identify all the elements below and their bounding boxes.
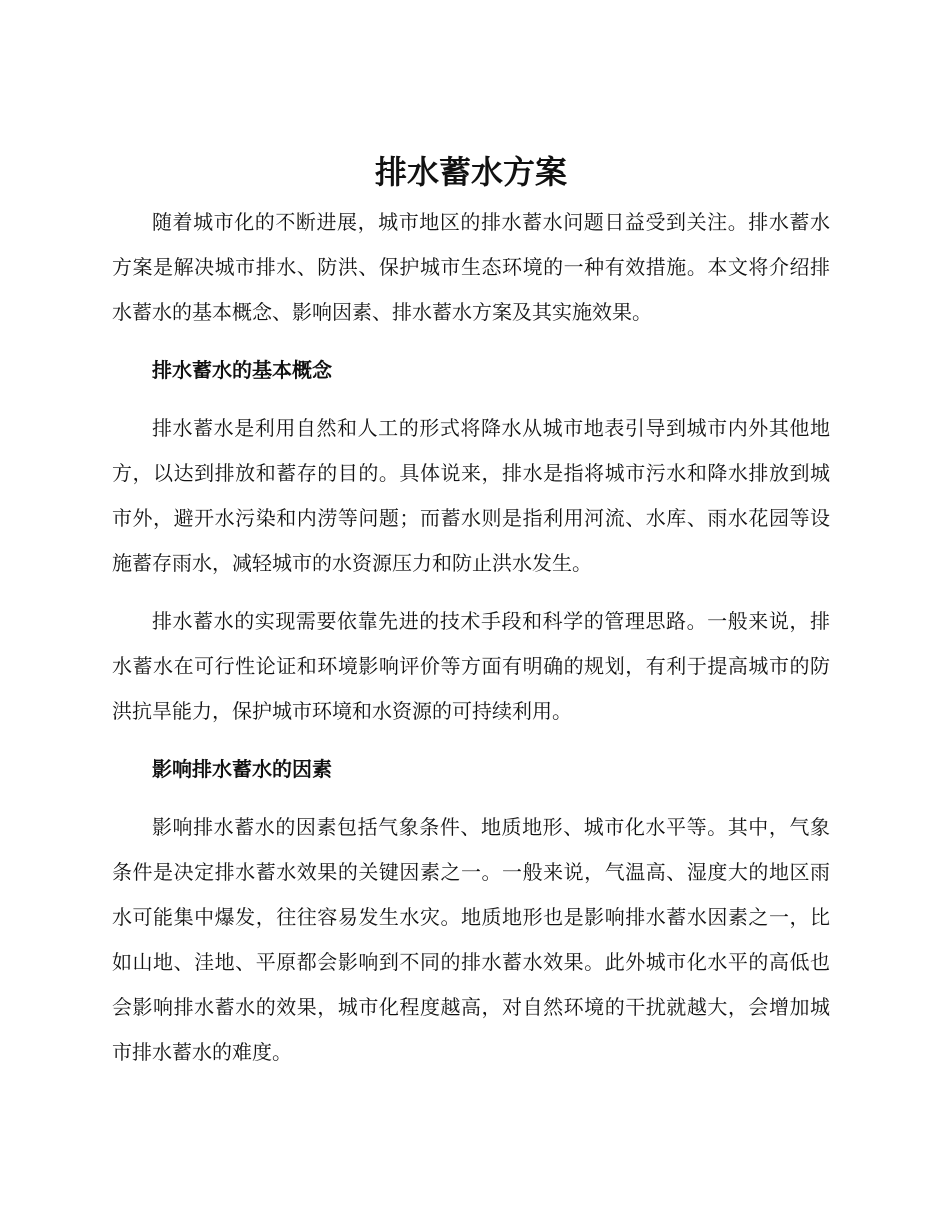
document-title: 排水蓄水方案 (374, 153, 567, 191)
document-body (112, 146, 830, 1075)
intro-paragraph: 随着城市化的不断进展，城市地区的排水蓄水问题日益受到关注。排水蓄水方案是解决城市排水、防洪、保护城市生态环境的一种有效措施。本文将介绍排水蓄水的基本概念、影响因素、排水蓄水方案及其实施效果。 (112, 210, 830, 324)
body-paragraph: 排水蓄水的实现需要依靠先进的技术手段和科学的管理思路。一般来说，排水蓄水在可行性论证和环境影响评价等方面有明确的规划，有利于提高城市的防洪抗旱能力，保护城市环境和水资源的可持续利用。 (112, 609, 830, 723)
section-heading-influencing-factors: 影响排水蓄水的因素 (152, 757, 332, 781)
body-paragraph: 排水蓄水是利用自然和人工的形式将降水从城市地表引导到城市内外其他地方，以达到排放和蓄存的目的。具体说来，排水是指将城市污水和降水排放到城市外，避开水污染和内涝等问题；而蓄水则是指利用河流、水库、雨水花园等设施蓄存雨水，减轻城市的水资源压力和防止洪水发生。 (112, 416, 830, 575)
body-paragraph: 影响排水蓄水的因素包括气象条件、地质地形、城市化水平等。其中，气象条件是决定排水蓄水效果的关键因素之一。一般来说，气温高、湿度大的地区雨水可能集中爆发，往往容易发生水灾。地质地形也是影响排水蓄水因素之一，比如山地、洼地、平原都会影响到不同的排水蓄水效果。此外城市化水平的高低也会影响排水蓄水的效果，城市化程度越高，对自然环境的干扰就越大，会增加城市排水蓄水的难度。 (112, 815, 830, 1064)
section-heading-basic-concept: 排水蓄水的基本概念 (152, 358, 332, 382)
